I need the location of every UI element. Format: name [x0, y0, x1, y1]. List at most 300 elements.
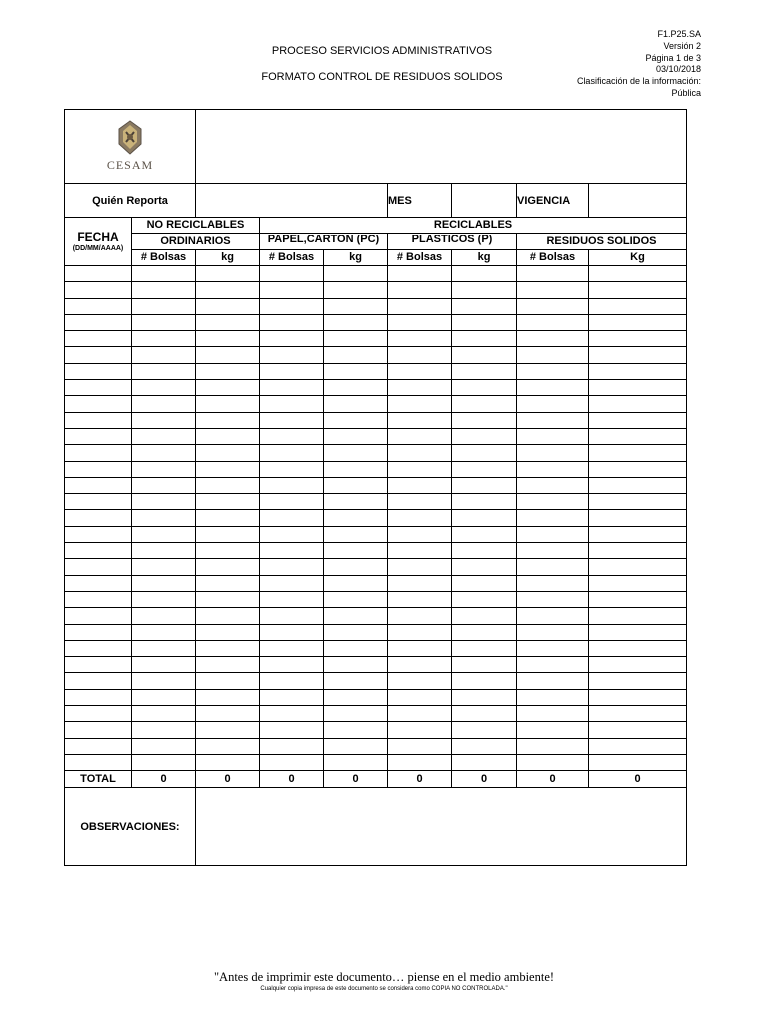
date-cell[interactable]	[65, 575, 132, 591]
entry-cell[interactable]	[589, 266, 687, 282]
entry-cell[interactable]	[132, 738, 196, 754]
entry-cell[interactable]	[132, 591, 196, 607]
entry-cell[interactable]	[324, 445, 388, 461]
entry-cell[interactable]	[132, 722, 196, 738]
entry-cell[interactable]	[196, 461, 260, 477]
entry-cell[interactable]	[196, 494, 260, 510]
entry-cell[interactable]	[388, 526, 452, 542]
entry-cell[interactable]	[517, 722, 589, 738]
entry-cell[interactable]	[452, 461, 517, 477]
entry-cell[interactable]	[132, 461, 196, 477]
entry-cell[interactable]	[388, 722, 452, 738]
entry-cell[interactable]	[589, 314, 687, 330]
entry-cell[interactable]	[132, 543, 196, 559]
entry-cell[interactable]	[452, 445, 517, 461]
entry-cell[interactable]	[452, 591, 517, 607]
entry-cell[interactable]	[260, 640, 324, 656]
date-cell[interactable]	[65, 282, 132, 298]
entry-cell[interactable]	[260, 689, 324, 705]
entry-cell[interactable]	[260, 298, 324, 314]
entry-cell[interactable]	[517, 266, 589, 282]
entry-cell[interactable]	[196, 412, 260, 428]
entry-cell[interactable]	[132, 706, 196, 722]
entry-cell[interactable]	[452, 526, 517, 542]
entry-cell[interactable]	[589, 461, 687, 477]
entry-cell[interactable]	[388, 575, 452, 591]
entry-cell[interactable]	[452, 673, 517, 689]
entry-cell[interactable]	[196, 347, 260, 363]
entry-cell[interactable]	[260, 363, 324, 379]
entry-cell[interactable]	[132, 298, 196, 314]
entry-cell[interactable]	[196, 396, 260, 412]
entry-cell[interactable]	[388, 754, 452, 770]
entry-cell[interactable]	[196, 689, 260, 705]
entry-cell[interactable]	[388, 331, 452, 347]
date-cell[interactable]	[65, 396, 132, 412]
entry-cell[interactable]	[388, 738, 452, 754]
entry-cell[interactable]	[196, 428, 260, 444]
entry-cell[interactable]	[517, 314, 589, 330]
table-row	[65, 608, 687, 624]
entry-cell[interactable]	[589, 608, 687, 624]
entry-cell[interactable]	[196, 477, 260, 493]
entry-cell[interactable]	[517, 673, 589, 689]
entry-cell[interactable]	[132, 282, 196, 298]
entry-cell[interactable]	[132, 396, 196, 412]
entry-cell[interactable]	[260, 494, 324, 510]
entry-cell[interactable]	[388, 640, 452, 656]
entry-cell[interactable]	[260, 347, 324, 363]
entry-cell[interactable]	[452, 331, 517, 347]
entry-cell[interactable]	[196, 380, 260, 396]
date-cell[interactable]	[65, 640, 132, 656]
entry-cell[interactable]	[517, 445, 589, 461]
entry-cell[interactable]	[324, 575, 388, 591]
date-cell[interactable]	[65, 526, 132, 542]
entry-cell[interactable]	[388, 559, 452, 575]
entry-cell[interactable]	[324, 510, 388, 526]
entry-cell[interactable]	[517, 380, 589, 396]
entry-cell[interactable]	[196, 575, 260, 591]
date-cell[interactable]	[65, 543, 132, 559]
entry-cell[interactable]	[260, 510, 324, 526]
entry-cell[interactable]	[517, 575, 589, 591]
doc-version: Versión 2	[663, 40, 701, 51]
entry-cell[interactable]	[196, 640, 260, 656]
entry-cell[interactable]	[388, 461, 452, 477]
entry-cell[interactable]	[517, 738, 589, 754]
validity-label: VIGENCIA	[517, 184, 589, 218]
entry-cell[interactable]	[452, 689, 517, 705]
date-cell[interactable]	[65, 624, 132, 640]
entry-cell[interactable]	[388, 314, 452, 330]
date-cell[interactable]	[65, 657, 132, 673]
entry-cell[interactable]	[132, 657, 196, 673]
entry-cell[interactable]	[388, 380, 452, 396]
entry-cell[interactable]	[517, 363, 589, 379]
entry-cell[interactable]	[324, 591, 388, 607]
entry-cell[interactable]	[388, 510, 452, 526]
entry-cell[interactable]	[388, 347, 452, 363]
entry-cell[interactable]	[260, 738, 324, 754]
entry-cell[interactable]	[260, 754, 324, 770]
entry-cell[interactable]	[324, 396, 388, 412]
date-cell[interactable]	[65, 380, 132, 396]
entry-cell[interactable]	[452, 510, 517, 526]
entry-cell[interactable]	[452, 640, 517, 656]
entry-cell[interactable]	[132, 363, 196, 379]
date-cell[interactable]	[65, 412, 132, 428]
date-cell[interactable]	[65, 363, 132, 379]
header-blank-cell	[196, 110, 687, 184]
table-row	[65, 314, 687, 330]
entry-cell[interactable]	[388, 477, 452, 493]
doc-date: 03/10/2018	[655, 64, 701, 75]
entry-cell[interactable]	[260, 380, 324, 396]
entry-cell[interactable]	[132, 510, 196, 526]
reporter-field[interactable]	[196, 184, 388, 218]
date-cell[interactable]	[65, 738, 132, 754]
entry-cell[interactable]	[589, 331, 687, 347]
entry-cell[interactable]	[196, 657, 260, 673]
entry-cell[interactable]	[324, 428, 388, 444]
date-cell[interactable]	[65, 608, 132, 624]
entry-cell[interactable]	[260, 559, 324, 575]
entry-cell[interactable]	[260, 461, 324, 477]
date-cell[interactable]	[65, 266, 132, 282]
entry-cell[interactable]	[589, 591, 687, 607]
entry-cell[interactable]	[260, 412, 324, 428]
entry-cell[interactable]	[589, 543, 687, 559]
entry-cell[interactable]	[260, 314, 324, 330]
entry-cell[interactable]	[388, 396, 452, 412]
entry-cell[interactable]	[388, 591, 452, 607]
entry-cell[interactable]	[196, 673, 260, 689]
entry-cell[interactable]	[196, 624, 260, 640]
table-row	[65, 477, 687, 493]
date-cell[interactable]	[65, 722, 132, 738]
entry-cell[interactable]	[196, 266, 260, 282]
entry-cell[interactable]	[132, 754, 196, 770]
total-value: 0	[452, 771, 517, 788]
entry-cell[interactable]	[260, 575, 324, 591]
entry-cell[interactable]	[132, 445, 196, 461]
date-cell[interactable]	[65, 428, 132, 444]
entry-cell[interactable]	[260, 266, 324, 282]
entry-cell[interactable]	[589, 380, 687, 396]
date-cell[interactable]	[65, 754, 132, 770]
entry-cell[interactable]	[452, 266, 517, 282]
entry-cell[interactable]	[196, 608, 260, 624]
entry-cell[interactable]	[388, 657, 452, 673]
entry-cell[interactable]	[388, 266, 452, 282]
entry-cell[interactable]	[589, 722, 687, 738]
entry-cell[interactable]	[452, 396, 517, 412]
entry-cell[interactable]	[452, 754, 517, 770]
entry-cell[interactable]	[324, 689, 388, 705]
entry-cell[interactable]	[324, 608, 388, 624]
entry-cell[interactable]	[517, 526, 589, 542]
entry-cell[interactable]	[324, 494, 388, 510]
entry-cell[interactable]	[132, 608, 196, 624]
entry-cell[interactable]	[132, 689, 196, 705]
entry-cell[interactable]	[388, 673, 452, 689]
table-row	[65, 380, 687, 396]
category-papel-carton: PAPEL,CARTON (PC)	[260, 234, 388, 250]
entry-cell[interactable]	[132, 314, 196, 330]
entry-cell[interactable]	[324, 266, 388, 282]
entry-cell[interactable]	[517, 477, 589, 493]
entry-cell[interactable]	[589, 559, 687, 575]
entry-cell[interactable]	[324, 380, 388, 396]
entry-cell[interactable]	[452, 428, 517, 444]
entry-cell[interactable]	[452, 738, 517, 754]
entry-cell[interactable]	[388, 282, 452, 298]
entry-cell[interactable]	[452, 298, 517, 314]
entry-cell[interactable]	[132, 428, 196, 444]
entry-cell[interactable]	[132, 266, 196, 282]
validity-field[interactable]	[589, 184, 687, 218]
entry-cell[interactable]	[589, 526, 687, 542]
entry-cell[interactable]	[324, 461, 388, 477]
entry-cell[interactable]	[388, 428, 452, 444]
entry-cell[interactable]	[196, 363, 260, 379]
entry-cell[interactable]	[260, 477, 324, 493]
entry-cell[interactable]	[452, 608, 517, 624]
entry-cell[interactable]	[452, 543, 517, 559]
entry-cell[interactable]	[452, 657, 517, 673]
entry-cell[interactable]	[324, 331, 388, 347]
entry-cell[interactable]	[388, 624, 452, 640]
entry-cell[interactable]	[517, 412, 589, 428]
entry-cell[interactable]	[589, 298, 687, 314]
entry-cell[interactable]	[589, 689, 687, 705]
date-cell[interactable]	[65, 689, 132, 705]
table-row	[65, 624, 687, 640]
entry-cell[interactable]	[452, 380, 517, 396]
entry-cell[interactable]	[132, 412, 196, 428]
entry-cell[interactable]	[324, 640, 388, 656]
entry-cell[interactable]	[196, 722, 260, 738]
entry-cell[interactable]	[260, 396, 324, 412]
entry-cell[interactable]	[517, 282, 589, 298]
entry-cell[interactable]	[260, 657, 324, 673]
entry-cell[interactable]	[589, 706, 687, 722]
entry-cell[interactable]	[589, 363, 687, 379]
month-field[interactable]	[452, 184, 517, 218]
entry-cell[interactable]	[324, 673, 388, 689]
entry-cell[interactable]	[324, 347, 388, 363]
entry-cell[interactable]	[260, 526, 324, 542]
entry-cell[interactable]	[324, 657, 388, 673]
date-cell[interactable]	[65, 559, 132, 575]
entry-cell[interactable]	[324, 543, 388, 559]
entry-cell[interactable]	[324, 363, 388, 379]
observations-field[interactable]	[196, 788, 687, 866]
entry-cell[interactable]	[260, 428, 324, 444]
entry-cell[interactable]	[589, 738, 687, 754]
table-row	[65, 347, 687, 363]
entry-cell[interactable]	[196, 510, 260, 526]
entry-cell[interactable]	[324, 754, 388, 770]
entry-cell[interactable]	[589, 624, 687, 640]
entry-cell[interactable]	[589, 640, 687, 656]
total-row	[65, 771, 687, 788]
entry-cell[interactable]	[452, 477, 517, 493]
subheader-bags: # Bolsas	[132, 250, 196, 266]
entry-cell[interactable]	[589, 575, 687, 591]
entry-cell[interactable]	[324, 559, 388, 575]
entry-cell[interactable]	[196, 591, 260, 607]
entry-cell[interactable]	[589, 412, 687, 428]
entry-cell[interactable]	[324, 722, 388, 738]
entry-cell[interactable]	[196, 445, 260, 461]
entry-cell[interactable]	[517, 428, 589, 444]
entry-cell[interactable]	[132, 477, 196, 493]
entry-cell[interactable]	[196, 314, 260, 330]
entry-cell[interactable]	[517, 591, 589, 607]
entry-cell[interactable]	[517, 624, 589, 640]
entry-cell[interactable]	[517, 494, 589, 510]
entry-cell[interactable]	[589, 673, 687, 689]
entry-cell[interactable]	[324, 706, 388, 722]
entry-cell[interactable]	[388, 445, 452, 461]
entry-cell[interactable]	[589, 494, 687, 510]
entry-cell[interactable]	[260, 706, 324, 722]
date-cell[interactable]	[65, 591, 132, 607]
date-cell[interactable]	[65, 477, 132, 493]
entry-cell[interactable]	[517, 543, 589, 559]
entry-cell[interactable]	[388, 689, 452, 705]
entry-cell[interactable]	[324, 314, 388, 330]
entry-cell[interactable]	[517, 298, 589, 314]
entry-cell[interactable]	[452, 722, 517, 738]
entry-cell[interactable]	[196, 526, 260, 542]
entry-cell[interactable]	[324, 477, 388, 493]
date-cell[interactable]	[65, 331, 132, 347]
entry-cell[interactable]	[517, 689, 589, 705]
entry-cell[interactable]	[196, 706, 260, 722]
entry-cell[interactable]	[517, 396, 589, 412]
logo-text: CESAM	[106, 158, 154, 172]
entry-cell[interactable]	[132, 559, 196, 575]
entry-cell[interactable]	[196, 559, 260, 575]
entry-cell[interactable]	[196, 282, 260, 298]
entry-cell[interactable]	[260, 722, 324, 738]
entry-cell[interactable]	[517, 559, 589, 575]
entry-cell[interactable]	[132, 494, 196, 510]
entry-cell[interactable]	[517, 510, 589, 526]
date-cell[interactable]	[65, 445, 132, 461]
date-cell[interactable]	[65, 706, 132, 722]
entry-cell[interactable]	[517, 754, 589, 770]
entry-cell[interactable]	[452, 347, 517, 363]
entry-cell[interactable]	[452, 706, 517, 722]
entry-cell[interactable]	[260, 624, 324, 640]
entry-cell[interactable]	[517, 347, 589, 363]
entry-cell[interactable]	[517, 331, 589, 347]
entry-cell[interactable]	[517, 461, 589, 477]
entry-cell[interactable]	[324, 526, 388, 542]
entry-cell[interactable]	[132, 380, 196, 396]
entry-cell[interactable]	[324, 412, 388, 428]
entry-cell[interactable]	[452, 412, 517, 428]
entry-cell[interactable]	[517, 657, 589, 673]
entry-cell[interactable]	[452, 559, 517, 575]
entry-cell[interactable]	[196, 738, 260, 754]
total-value: 0	[132, 771, 196, 788]
entry-cell[interactable]	[388, 298, 452, 314]
entry-cell[interactable]	[132, 347, 196, 363]
entry-cell[interactable]	[589, 754, 687, 770]
entry-cell[interactable]	[196, 331, 260, 347]
date-cell[interactable]	[65, 314, 132, 330]
date-cell[interactable]	[65, 510, 132, 526]
entry-cell[interactable]	[388, 608, 452, 624]
entry-cell[interactable]	[132, 640, 196, 656]
entry-cell[interactable]	[589, 510, 687, 526]
entry-cell[interactable]	[452, 363, 517, 379]
table-row	[65, 722, 687, 738]
entry-cell[interactable]	[589, 445, 687, 461]
date-cell[interactable]	[65, 673, 132, 689]
entry-cell[interactable]	[589, 282, 687, 298]
entry-cell[interactable]	[132, 673, 196, 689]
entry-cell[interactable]	[388, 706, 452, 722]
entry-cell[interactable]	[260, 331, 324, 347]
entry-cell[interactable]	[196, 754, 260, 770]
entry-cell[interactable]	[260, 445, 324, 461]
entry-cell[interactable]	[324, 624, 388, 640]
date-cell[interactable]	[65, 298, 132, 314]
entry-cell[interactable]	[452, 494, 517, 510]
entry-cell[interactable]	[196, 543, 260, 559]
date-cell[interactable]	[65, 347, 132, 363]
entry-cell[interactable]	[132, 331, 196, 347]
entry-cell[interactable]	[324, 738, 388, 754]
entry-cell[interactable]	[589, 396, 687, 412]
entry-cell[interactable]	[260, 282, 324, 298]
entry-cell[interactable]	[260, 673, 324, 689]
entry-cell[interactable]	[260, 608, 324, 624]
entry-cell[interactable]	[196, 298, 260, 314]
entry-cell[interactable]	[324, 298, 388, 314]
entry-cell[interactable]	[260, 591, 324, 607]
entry-cell[interactable]	[589, 428, 687, 444]
entry-cell[interactable]	[589, 477, 687, 493]
entry-cell[interactable]	[589, 657, 687, 673]
entry-cell[interactable]	[388, 494, 452, 510]
date-cell[interactable]	[65, 494, 132, 510]
entry-cell[interactable]	[132, 575, 196, 591]
entry-cell[interactable]	[388, 412, 452, 428]
entry-cell[interactable]	[452, 282, 517, 298]
entry-cell[interactable]	[132, 624, 196, 640]
entry-cell[interactable]	[324, 282, 388, 298]
entry-cell[interactable]	[132, 526, 196, 542]
entry-cell[interactable]	[452, 575, 517, 591]
entry-cell[interactable]	[517, 608, 589, 624]
entry-cell[interactable]	[517, 640, 589, 656]
date-cell[interactable]	[65, 461, 132, 477]
entry-cell[interactable]	[388, 543, 452, 559]
entry-cell[interactable]	[388, 363, 452, 379]
entry-cell[interactable]	[589, 347, 687, 363]
entry-cell[interactable]	[452, 314, 517, 330]
entry-cell[interactable]	[260, 543, 324, 559]
entry-cell[interactable]	[452, 624, 517, 640]
entry-cell[interactable]	[517, 706, 589, 722]
